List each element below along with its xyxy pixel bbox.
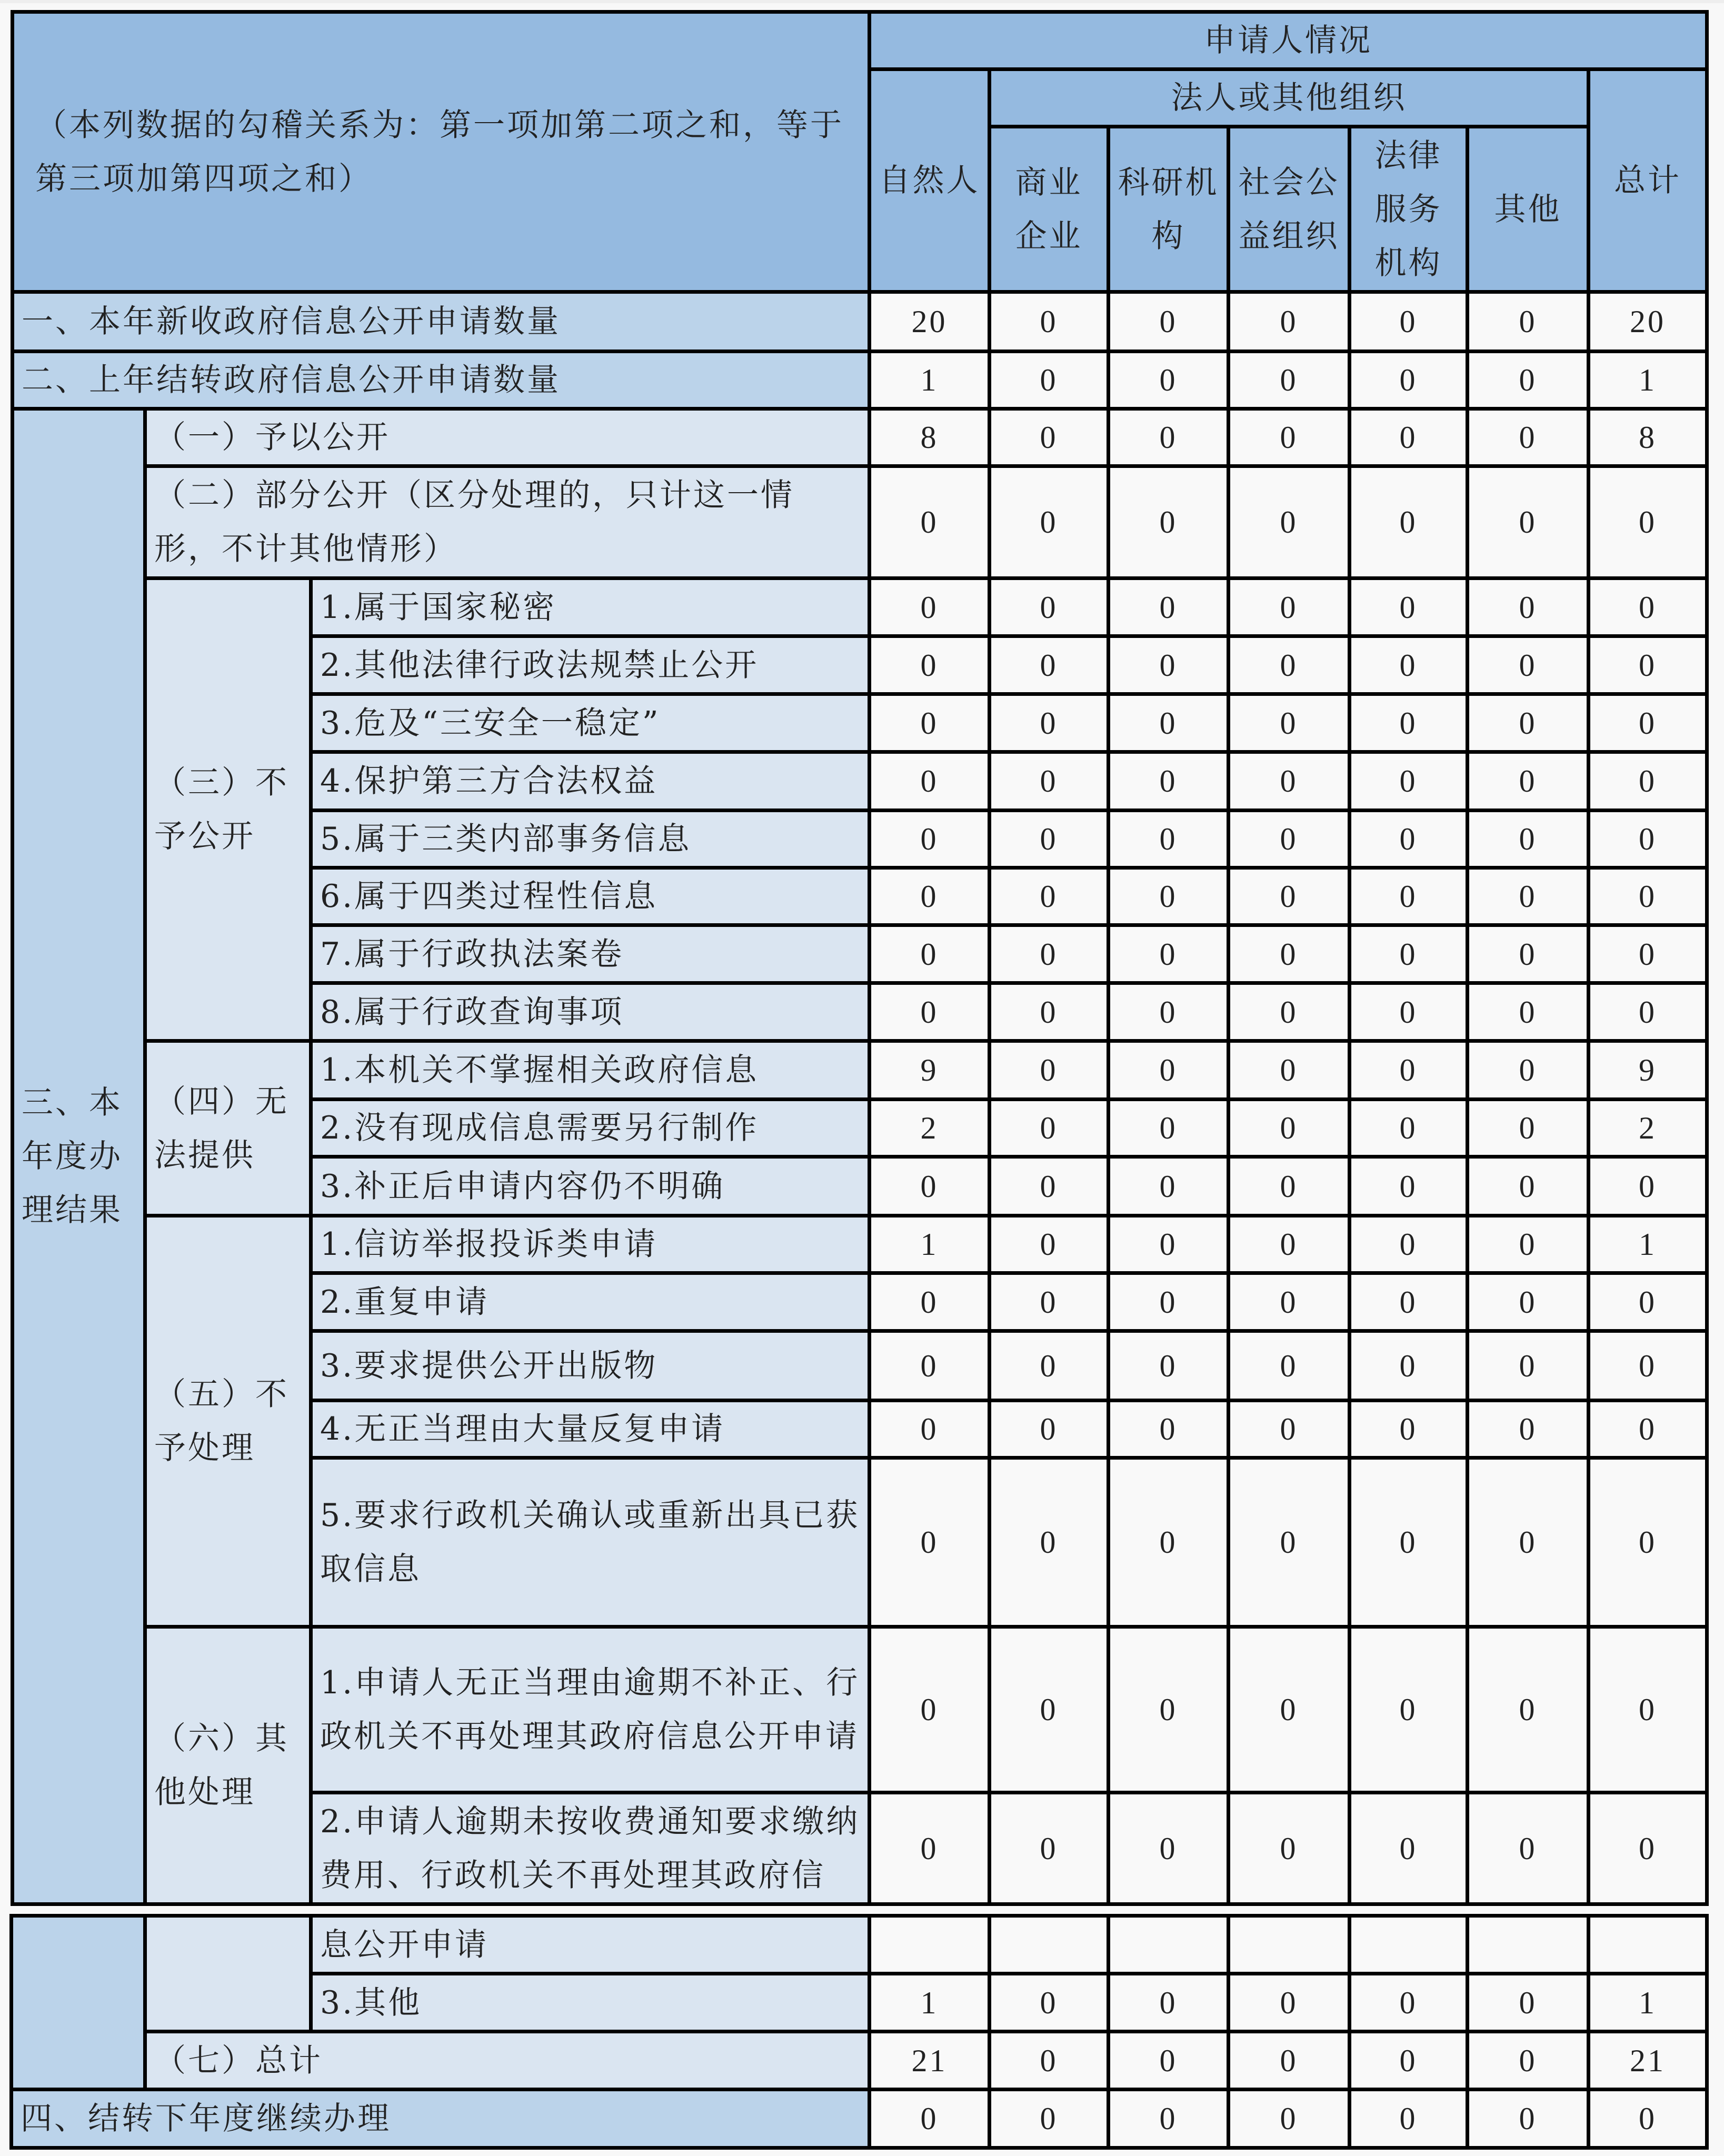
cell-other: 0: [1468, 1100, 1589, 1157]
cell-commercial-enterprise: 0: [990, 925, 1109, 983]
cell-total: 0: [1589, 752, 1707, 811]
cell-research-institution: 0: [1109, 1331, 1229, 1401]
cell-public-welfare-org: 0: [1229, 868, 1350, 925]
cell-legal-service-org: 0: [1350, 1458, 1468, 1627]
cell-public-welfare-org: 0: [1229, 292, 1350, 352]
cell-commercial-enterprise: 0: [990, 2090, 1109, 2148]
cell-legal-service-org: 0: [1350, 1100, 1468, 1157]
group-label-other-handling-continued: [145, 1916, 311, 2032]
cell-natural-person: 0: [870, 636, 990, 694]
row-label: 3.危及“三安全一稳定”: [311, 694, 870, 752]
cell-commercial-enterprise: [990, 1916, 1109, 1974]
row-disclosed: [13, 409, 1707, 466]
cell-research-institution: 0: [1109, 1793, 1229, 1904]
header-note: （本列数据的勾稽关系为：第一项加第二项之和，等于第三项加第四项之和）: [13, 12, 870, 292]
cell-natural-person: 0: [870, 1273, 990, 1331]
row-label-continued: 息公开申请: [311, 1916, 870, 1974]
cell-total: 0: [1589, 636, 1707, 694]
row-label: 5.属于三类内部事务信息: [311, 811, 870, 868]
cell-natural-person: 0: [870, 1627, 990, 1793]
cell-legal-service-org: [1350, 1916, 1468, 1974]
cell-natural-person: 0: [870, 578, 990, 636]
cell-research-institution: 0: [1109, 2090, 1229, 2148]
section-label-results: 三、本年度办理结果: [13, 409, 145, 1904]
cell-research-institution: 0: [1109, 578, 1229, 636]
group-label-other-handling: （六）其他处理: [145, 1627, 311, 1904]
cell-total: 0: [1589, 466, 1707, 578]
row-partially-disclosed: [13, 466, 1707, 578]
cell-other: 0: [1468, 868, 1589, 925]
cell-total: 0: [1589, 1627, 1707, 1793]
cell-public-welfare-org: 0: [1229, 352, 1350, 409]
cell-public-welfare-org: 0: [1229, 1458, 1350, 1627]
group-label-unable-to-provide: （四）无法提供: [145, 1041, 311, 1216]
row-unable-to-provide-1: [13, 1041, 1707, 1100]
cell-public-welfare-org: 0: [1229, 983, 1350, 1041]
header-row-1: [13, 12, 1707, 69]
row-label: 4.保护第三方合法权益: [311, 752, 870, 811]
cell-research-institution: 0: [1109, 636, 1229, 694]
cell-other: 0: [1468, 578, 1589, 636]
cell-natural-person: [870, 1916, 990, 1974]
cell-natural-person: 20: [870, 292, 990, 352]
cell-commercial-enterprise: 0: [990, 292, 1109, 352]
cell-commercial-enterprise: 0: [990, 636, 1109, 694]
cell-total: 0: [1589, 868, 1707, 925]
col-header-total: 总计: [1589, 69, 1707, 292]
disclosure-statistics-table: [11, 10, 1709, 1906]
cell-research-institution: 0: [1109, 868, 1229, 925]
cell-commercial-enterprise: 0: [990, 1041, 1109, 1100]
cell-other: 0: [1468, 2032, 1589, 2090]
row-label: 3.要求提供公开出版物: [311, 1331, 870, 1401]
cell-research-institution: 0: [1109, 1401, 1229, 1458]
cell-legal-service-org: 0: [1350, 1041, 1468, 1100]
cell-commercial-enterprise: 0: [990, 1331, 1109, 1401]
cell-legal-service-org: 0: [1350, 694, 1468, 752]
cell-research-institution: 0: [1109, 1216, 1229, 1273]
cell-commercial-enterprise: 0: [990, 868, 1109, 925]
col-header-research-institution: 科研机构: [1109, 127, 1229, 292]
cell-natural-person: 0: [870, 2090, 990, 2148]
cell-commercial-enterprise: 0: [990, 1793, 1109, 1904]
cell-public-welfare-org: 0: [1229, 811, 1350, 868]
row-label: 1.属于国家秘密: [311, 578, 870, 636]
cell-natural-person: 8: [870, 409, 990, 466]
cell-commercial-enterprise: 0: [990, 1100, 1109, 1157]
cell-research-institution: 0: [1109, 1627, 1229, 1793]
cell-commercial-enterprise: 0: [990, 578, 1109, 636]
cell-legal-service-org: 0: [1350, 2090, 1468, 2148]
cell-commercial-enterprise: 0: [990, 466, 1109, 578]
cell-other: 0: [1468, 292, 1589, 352]
cell-natural-person: 0: [870, 466, 990, 578]
cell-natural-person: 0: [870, 1157, 990, 1216]
cell-natural-person: 0: [870, 1331, 990, 1401]
cell-public-welfare-org: 0: [1229, 1273, 1350, 1331]
cell-research-institution: 0: [1109, 1974, 1229, 2032]
cell-research-institution: 0: [1109, 1157, 1229, 1216]
row-new-requests: [13, 292, 1707, 352]
cell-total: 0: [1589, 1273, 1707, 1331]
row-label: 5.要求行政机关确认或重新出具已获取信息: [311, 1458, 870, 1627]
cell-public-welfare-org: 0: [1229, 1627, 1350, 1793]
cell-legal-service-org: 0: [1350, 352, 1468, 409]
cell-commercial-enterprise: 0: [990, 352, 1109, 409]
cell-other: 0: [1468, 1793, 1589, 1904]
cell-legal-service-org: 0: [1350, 1157, 1468, 1216]
row-label: 7.属于行政执法案卷: [311, 925, 870, 983]
cell-research-institution: 0: [1109, 811, 1229, 868]
cell-other: 0: [1468, 466, 1589, 578]
cell-natural-person: 0: [870, 925, 990, 983]
cell-public-welfare-org: 0: [1229, 2090, 1350, 2148]
cell-research-institution: 0: [1109, 694, 1229, 752]
cell-other: [1468, 1916, 1589, 1974]
cell-public-welfare-org: [1229, 1916, 1350, 1974]
row-label: 1.申请人无正当理由逾期不补正、行政机关不再处理其政府信息公开申请: [311, 1627, 870, 1793]
cell-commercial-enterprise: 0: [990, 2032, 1109, 2090]
cell-other: 0: [1468, 409, 1589, 466]
header-applicant-group: 申请人情况: [870, 12, 1707, 69]
cell-natural-person: 0: [870, 752, 990, 811]
cell-natural-person: 1: [870, 352, 990, 409]
cell-other: 0: [1468, 1627, 1589, 1793]
cell-research-institution: 0: [1109, 925, 1229, 983]
cell-total: 0: [1589, 1157, 1707, 1216]
cell-natural-person: 0: [870, 694, 990, 752]
cell-total: 1: [1589, 1216, 1707, 1273]
cell-other: 0: [1468, 694, 1589, 752]
cell-research-institution: 0: [1109, 292, 1229, 352]
cell-legal-service-org: 0: [1350, 578, 1468, 636]
cell-other: 0: [1468, 1458, 1589, 1627]
cell-other: 0: [1468, 925, 1589, 983]
cell-total: 0: [1589, 2090, 1707, 2148]
cell-research-institution: 0: [1109, 983, 1229, 1041]
cell-natural-person: 1: [870, 1216, 990, 1273]
cell-commercial-enterprise: 0: [990, 1157, 1109, 1216]
cell-research-institution: 0: [1109, 409, 1229, 466]
cell-total: 0: [1589, 1401, 1707, 1458]
row-label: （一）予以公开: [145, 409, 870, 466]
cell-public-welfare-org: 0: [1229, 1793, 1350, 1904]
cell-other: 0: [1468, 352, 1589, 409]
cell-public-welfare-org: 0: [1229, 466, 1350, 578]
cell-public-welfare-org: 0: [1229, 1331, 1350, 1401]
row-other-handling-2-continued: [12, 1916, 1707, 1974]
cell-legal-service-org: 0: [1350, 1627, 1468, 1793]
row-carried-over: [13, 352, 1707, 409]
row-label: 一、本年新收政府信息公开申请数量: [13, 292, 870, 352]
cell-public-welfare-org: 0: [1229, 2032, 1350, 2090]
row-label: （二）部分公开（区分处理的，只计这一情形，不计其他情形）: [145, 466, 870, 578]
cell-total: 8: [1589, 409, 1707, 466]
row-label: 2.重复申请: [311, 1273, 870, 1331]
cell-commercial-enterprise: 0: [990, 1627, 1109, 1793]
cell-commercial-enterprise: 0: [990, 1974, 1109, 2032]
cell-research-institution: 0: [1109, 1458, 1229, 1627]
cell-legal-service-org: 0: [1350, 868, 1468, 925]
cell-total: 0: [1589, 578, 1707, 636]
col-header-legal-service-org: 法律服务机构: [1350, 127, 1468, 292]
cell-commercial-enterprise: 0: [990, 694, 1109, 752]
cell-public-welfare-org: 0: [1229, 636, 1350, 694]
cell-legal-service-org: 0: [1350, 983, 1468, 1041]
cell-other: 0: [1468, 1974, 1589, 2032]
cell-other: 0: [1468, 1216, 1589, 1273]
row-label: 1.信访举报投诉类申请: [311, 1216, 870, 1273]
cell-legal-service-org: 0: [1350, 811, 1468, 868]
row-label: 二、上年结转政府信息公开申请数量: [13, 352, 870, 409]
cell-other: 0: [1468, 2090, 1589, 2148]
cell-other: 0: [1468, 1041, 1589, 1100]
cell-natural-person: 1: [870, 1974, 990, 2032]
row-carry-forward: [12, 2090, 1707, 2148]
cell-total: 20: [1589, 292, 1707, 352]
cell-legal-service-org: 0: [1350, 466, 1468, 578]
group-label-not-disclosed: （三）不予公开: [145, 578, 311, 1041]
cell-research-institution: 0: [1109, 466, 1229, 578]
cell-legal-service-org: 0: [1350, 925, 1468, 983]
cell-commercial-enterprise: 0: [990, 811, 1109, 868]
cell-natural-person: 21: [870, 2032, 990, 2090]
cell-research-institution: 0: [1109, 352, 1229, 409]
cell-public-welfare-org: 0: [1229, 1100, 1350, 1157]
cell-legal-service-org: 0: [1350, 752, 1468, 811]
cell-total: 0: [1589, 1458, 1707, 1627]
cell-legal-service-org: 0: [1350, 1216, 1468, 1273]
cell-research-institution: [1109, 1916, 1229, 1974]
row-label: 2.其他法律行政法规禁止公开: [311, 636, 870, 694]
cell-public-welfare-org: 0: [1229, 1041, 1350, 1100]
row-label: 2.没有现成信息需要另行制作: [311, 1100, 870, 1157]
row-other-handling-1: [13, 1627, 1707, 1793]
cell-legal-service-org: 0: [1350, 636, 1468, 694]
cell-total: 1: [1589, 352, 1707, 409]
cell-commercial-enterprise: 0: [990, 1458, 1109, 1627]
header-legal-entity-group: 法人或其他组织: [990, 69, 1589, 127]
cell-other: 0: [1468, 636, 1589, 694]
cell-natural-person: 0: [870, 811, 990, 868]
cell-legal-service-org: 0: [1350, 1331, 1468, 1401]
cell-total: 0: [1589, 1331, 1707, 1401]
cell-public-welfare-org: 0: [1229, 694, 1350, 752]
row-label: 2.申请人逾期未按收费通知要求缴纳费用、行政机关不再处理其政府信: [311, 1793, 870, 1904]
cell-legal-service-org: 0: [1350, 2032, 1468, 2090]
cell-research-institution: 0: [1109, 1100, 1229, 1157]
cell-research-institution: 0: [1109, 1041, 1229, 1100]
cell-legal-service-org: 0: [1350, 1793, 1468, 1904]
section-label-results-continued: [12, 1916, 145, 2090]
col-header-commercial-enterprise: 商业企业: [990, 127, 1109, 292]
group-label-not-processed: （五）不予处理: [145, 1216, 311, 1627]
cell-total: 9: [1589, 1041, 1707, 1100]
cell-other: 0: [1468, 1157, 1589, 1216]
row-label: 1.本机关不掌握相关政府信息: [311, 1041, 870, 1100]
cell-natural-person: 0: [870, 1401, 990, 1458]
cell-other: 0: [1468, 1273, 1589, 1331]
row-not-disclosed-1: [13, 578, 1707, 636]
disclosure-statistics-table-continued: [9, 1914, 1709, 2150]
cell-commercial-enterprise: 0: [990, 983, 1109, 1041]
cell-natural-person: 0: [870, 1458, 990, 1627]
row-label: 3.其他: [311, 1974, 870, 2032]
col-header-public-welfare-org: 社会公益组织: [1229, 127, 1350, 292]
cell-legal-service-org: 0: [1350, 409, 1468, 466]
cell-legal-service-org: 0: [1350, 1401, 1468, 1458]
cell-legal-service-org: 0: [1350, 1273, 1468, 1331]
cell-public-welfare-org: 0: [1229, 1216, 1350, 1273]
cell-natural-person: 0: [870, 1793, 990, 1904]
cell-legal-service-org: 0: [1350, 292, 1468, 352]
row-label: 4.无正当理由大量反复申请: [311, 1401, 870, 1458]
row-label: 四、结转下年度继续办理: [12, 2090, 870, 2148]
cell-natural-person: 2: [870, 1100, 990, 1157]
cell-public-welfare-org: 0: [1229, 1974, 1350, 2032]
cell-research-institution: 0: [1109, 2032, 1229, 2090]
cell-natural-person: 9: [870, 1041, 990, 1100]
cell-commercial-enterprise: 0: [990, 752, 1109, 811]
cell-total: 0: [1589, 694, 1707, 752]
cell-total: 0: [1589, 811, 1707, 868]
cell-commercial-enterprise: 0: [990, 409, 1109, 466]
col-header-natural-person: 自然人: [870, 69, 990, 292]
cell-legal-service-org: 0: [1350, 1974, 1468, 2032]
cell-public-welfare-org: 0: [1229, 409, 1350, 466]
cell-other: 0: [1468, 1401, 1589, 1458]
cell-natural-person: 0: [870, 983, 990, 1041]
cell-total: 0: [1589, 1793, 1707, 1904]
cell-public-welfare-org: 0: [1229, 752, 1350, 811]
cell-other: 0: [1468, 811, 1589, 868]
cell-total: 0: [1589, 983, 1707, 1041]
cell-commercial-enterprise: 0: [990, 1401, 1109, 1458]
row-results-total: [12, 2032, 1707, 2090]
cell-natural-person: 0: [870, 868, 990, 925]
row-label: 3.补正后申请内容仍不明确: [311, 1157, 870, 1216]
cell-other: 0: [1468, 1331, 1589, 1401]
cell-other: 0: [1468, 752, 1589, 811]
cell-total: 1: [1589, 1974, 1707, 2032]
cell-research-institution: 0: [1109, 752, 1229, 811]
col-header-other: 其他: [1468, 127, 1589, 292]
row-label: （七）总计: [145, 2032, 870, 2090]
row-label: 8.属于行政查询事项: [311, 983, 870, 1041]
cell-commercial-enterprise: 0: [990, 1273, 1109, 1331]
cell-total: 2: [1589, 1100, 1707, 1157]
cell-public-welfare-org: 0: [1229, 925, 1350, 983]
cell-public-welfare-org: 0: [1229, 578, 1350, 636]
cell-commercial-enterprise: 0: [990, 1216, 1109, 1273]
cell-total: 21: [1589, 2032, 1707, 2090]
cell-total: 0: [1589, 925, 1707, 983]
cell-public-welfare-org: 0: [1229, 1401, 1350, 1458]
row-not-processed-1: [13, 1216, 1707, 1273]
row-label: 6.属于四类过程性信息: [311, 868, 870, 925]
page-top-edge: [0, 0, 1724, 3]
cell-public-welfare-org: 0: [1229, 1157, 1350, 1216]
cell-research-institution: 0: [1109, 1273, 1229, 1331]
cell-other: 0: [1468, 983, 1589, 1041]
cell-total: [1589, 1916, 1707, 1974]
